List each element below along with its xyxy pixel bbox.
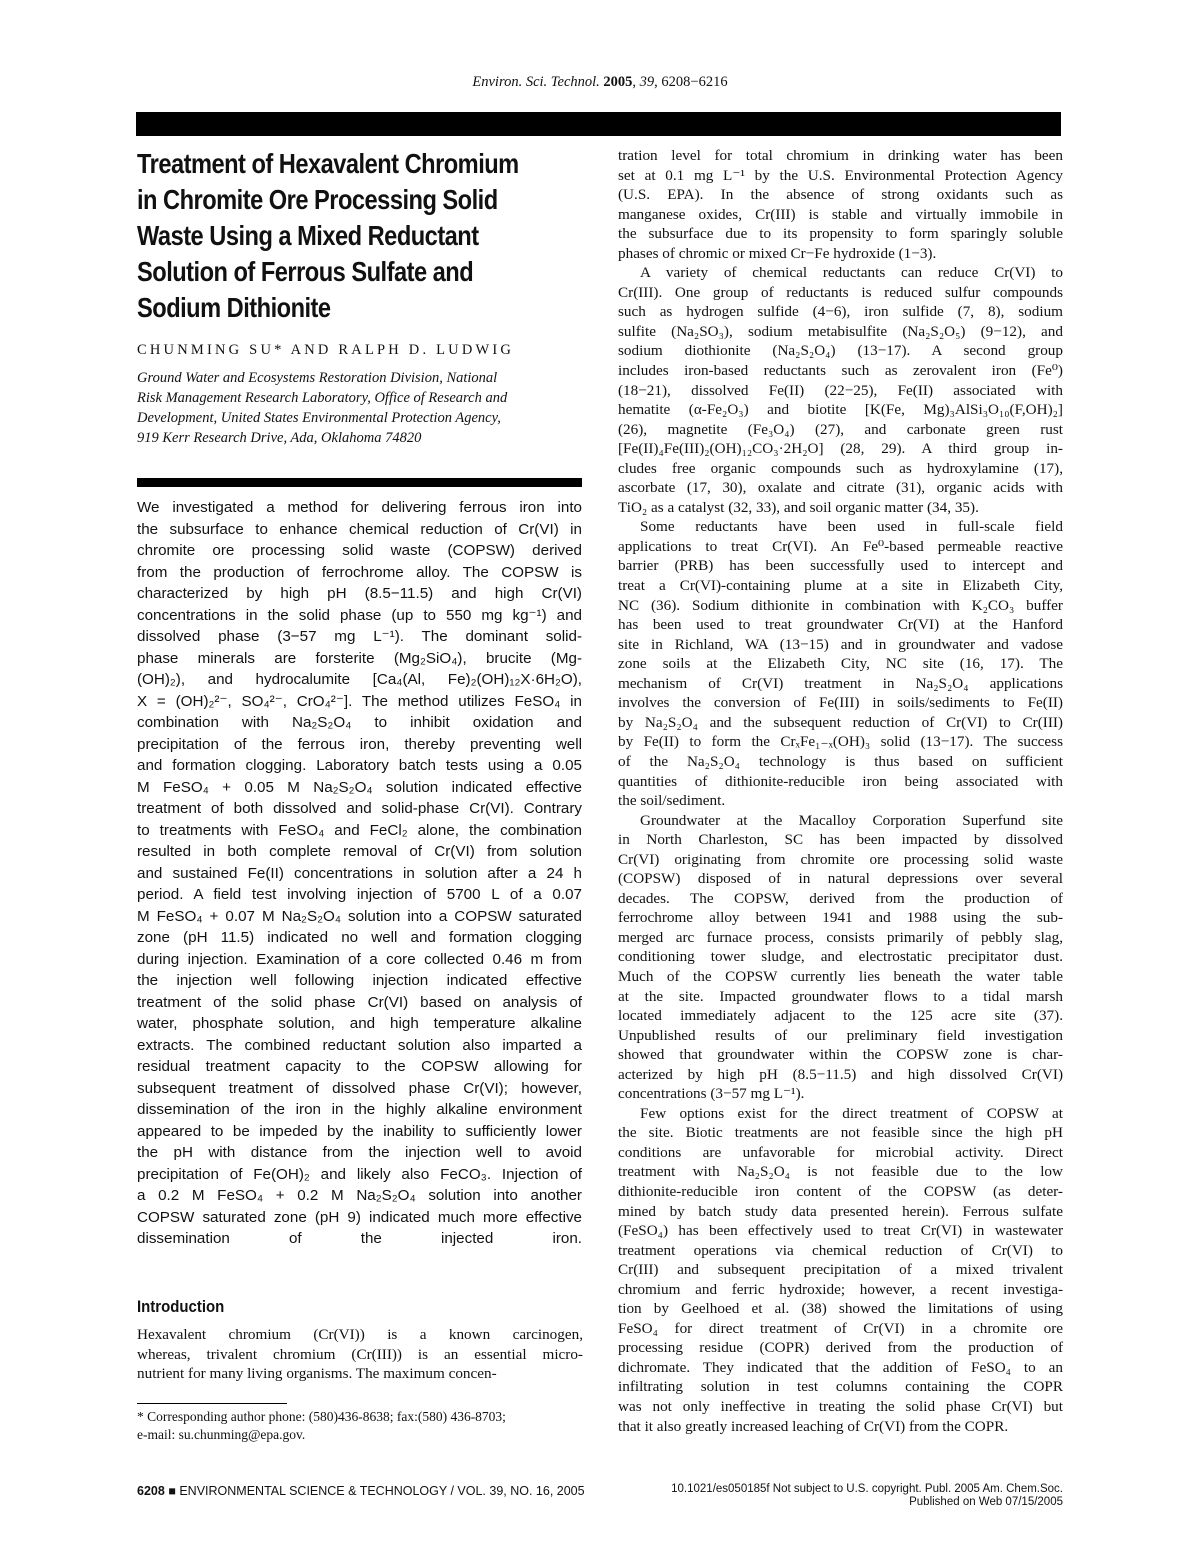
abstract-line: the subsurface to enhance chemical reduction of Cr(VI) in <box>137 520 582 538</box>
body-line: conditions are unfavorable for microbial activity. Direct <box>618 1143 1063 1161</box>
body-line: the soil/sediment. <box>618 792 726 810</box>
body-line: treatment operations via chemical reduction of Cr(VI) to <box>618 1241 1063 1259</box>
body-line: showed that groundwater within the COPSW zone is char- <box>618 1046 1063 1064</box>
abstract <box>137 497 582 1250</box>
title-line: Sodium Dithionite <box>137 292 331 323</box>
body-line: dichromate. They indicated that the addition of FeSO₄ to an <box>618 1358 1063 1376</box>
abstract-line: treatment of the solid phase Cr(VI) based on analysis of <box>137 993 582 1011</box>
body-line: zone soils at the Elizabeth City, NC site (16, 17). The <box>618 655 1063 673</box>
body-line: Cr(VI) originating from chromite ore processing solid waste <box>618 850 1063 868</box>
body-line: ferrochrome alloy between 1941 and 1988 using the sub- <box>618 909 1063 927</box>
page-footer-right <box>600 1483 1063 1509</box>
body-line: applications to treat Cr(VI). An Fe⁰-based permeable reactive <box>618 537 1063 555</box>
abstract-line: phase minerals are forsterite (Mg₂SiO₄), brucite (Mg- <box>137 649 582 667</box>
title-line: Waste Using a Mixed Reductant <box>137 220 479 251</box>
abstract-line: extracts. The combined reductant solution also imparted a <box>137 1036 582 1054</box>
body-line: (26), magnetite (Fe₃O₄) (27), and carbonate green rust <box>618 420 1063 438</box>
body-line: dithionite-reducible iron content of the COPSW (as deter- <box>618 1182 1063 1200</box>
footer-journal: ENVIRONMENTAL SCIENCE & TECHNOLOGY / VOL. 39, NO. 16, 2005 <box>179 1484 585 1498</box>
abstract-line: a 0.2 M FeSO₄ + 0.2 M Na₂S₂O₄ solution into another <box>137 1187 582 1204</box>
body-line: phases of chromic or mixed Cr−Fe hydroxide (1−3). <box>618 244 937 262</box>
abstract-line: M FeSO₄ + 0.07 M Na₂S₂O₄ solution into a COPSW saturated <box>137 907 582 925</box>
affiliation <box>137 368 583 448</box>
body-line: sulfite (Na₂SO₃), sodium metabisulfite (Na₂S₂O₅) (9−12), and <box>618 322 1063 340</box>
body-line: A variety of chemical reductants can reduce Cr(VI) to <box>640 264 1063 282</box>
body-line: Much of the COPSW currently lies beneath the water table <box>618 967 1063 985</box>
body-line: decades. The COPSW, derived from the production of <box>618 889 1063 907</box>
body-line: mined by batch study data presented herein). Ferrous sulfate <box>618 1202 1063 1220</box>
abstract-line: to treatments with FeSO₄ and FeCl₂ alone, the combination <box>137 821 582 839</box>
body-line: sodium diothionite (Na₂S₂O₄) (13−17). A second group <box>618 342 1063 360</box>
page-footer-left <box>137 1484 585 1498</box>
body-line: FeSO₄ for direct treatment of Cr(VI) in a chromite ore <box>618 1319 1063 1337</box>
body-line: ascorbate (17, 30), oxalate and citrate (31), organic acids with <box>618 479 1063 497</box>
footnote-line: * Corresponding author phone: (580)436-8638; fax:(580) 436-8703; <box>137 1409 506 1424</box>
abstract-line: precipitation of Fe(OH)₂ and likely also FeCO₃. Injection of <box>137 1165 582 1183</box>
page-number: 6208 <box>137 1484 165 1498</box>
body-line: in North Charleston, SC has been impacted by dissolved <box>618 831 1063 849</box>
body-line: of the Na₂S₂O₄ technology is thus based on sufficient <box>618 752 1063 770</box>
body-line: (18−21), dissolved Fe(II) (22−25), Fe(II) associated with <box>618 381 1063 399</box>
body-line: Groundwater at the Macalloy Corporation Superfund site <box>640 811 1063 829</box>
abstract-line: water, phosphate solution, and high temperature alkaline <box>137 1015 582 1032</box>
body-line: site in Richland, WA (13−15) and in groundwater and vadose <box>618 635 1063 653</box>
abstract-line: the pH with distance from the injection well to avoid <box>137 1144 582 1161</box>
body-line: includes iron-based reductants such as zerovalent iron (Fe⁰) <box>618 362 1063 380</box>
body-line: Cr(III) and subsequent precipitation of a mixed trivalent <box>618 1261 1063 1279</box>
journal-volume: 39 <box>639 74 655 90</box>
body-line: TiO₂ as a catalyst (32, 33), and soil organic matter (34, 35). <box>618 498 979 516</box>
introduction-text <box>137 1325 583 1384</box>
affiliation-line: Risk Management Research Laboratory, Office of Research and <box>137 390 508 406</box>
abstract-line: during injection. Examination of a core collected 0.46 m from <box>137 950 582 968</box>
title-block <box>137 146 582 326</box>
body-line: quantities of dithionite-reducible iron being associated with <box>618 772 1063 790</box>
abstract-line: treatment of both dissolved and solid-phase Cr(VI). Contrary <box>137 800 582 817</box>
abstract-line: appeared to be impeded by the inability to sufficiently lower <box>137 1122 582 1140</box>
body-line: barrier (PRB) has been successfully used to intercept and <box>618 557 1063 575</box>
body-line: has been used to treat groundwater Cr(VI) at the Hanford <box>618 616 1063 634</box>
body-line: that it also greatly increased leaching of Cr(VI) from the COPR. <box>618 1417 1009 1435</box>
section-heading-introduction: Introduction <box>137 1297 225 1316</box>
abstract-line: dissemination of the injected iron. <box>137 1230 582 1247</box>
affiliation-line: 919 Kerr Research Drive, Ada, Oklahoma 74820 <box>137 430 422 446</box>
body-line: by Fe(II) to form the CrₓFe₁₋ₓ(OH)₃ solid (13−17). The success <box>618 733 1063 751</box>
body-line: (COPSW) disposed of in natural depressions over several <box>618 870 1063 888</box>
body-line: involves the conversion of Fe(III) in soils/sediments to Fe(II) <box>618 694 1063 712</box>
body-line: the subsurface due to its propensity to form sparingly soluble <box>618 225 1063 243</box>
body-line: conditioning tower sludge, and electrostatic precipitator dust. <box>618 948 1063 966</box>
body-line: (FeSO₄) has been effectively used to treat Cr(VI) in wastewater <box>618 1222 1063 1240</box>
body-line: acterized by high pH (8.5−11.5) and high dissolved Cr(VI) <box>618 1065 1063 1083</box>
abstract-line: resulted in both complete removal of Cr(VI) from solution <box>137 843 582 860</box>
abstract-line: subsequent treatment of dissolved phase Cr(VI); however, <box>137 1079 582 1097</box>
abstract-line: combination with Na₂S₂O₄ to inhibit oxidation and <box>137 714 582 731</box>
footnote-rule <box>137 1403 287 1404</box>
body-line: Unpublished results of our preliminary field investigation <box>618 1026 1063 1044</box>
article-title <box>137 146 584 326</box>
body-line: tration level for total chromium in drinking water has been <box>618 147 1063 164</box>
abstract-line: zone (pH 11.5) indicated no well and formation clogging <box>137 929 582 946</box>
body-line: hematite (α-Fe₂O₃) and biotite [K(Fe, Mg)₃AlSi₃O₁₀(F,OH)₂] <box>618 401 1063 419</box>
abstract-line: (OH)₂), and hydrocalumite [Ca₄(Al, Fe)₂(OH)₁₂X·6H₂O), <box>137 671 582 688</box>
body-line: NC (36). Sodium dithionite in combination with K₂CO₃ buffer <box>618 596 1063 614</box>
body-line: manganese oxides, Cr(III) is stable and virtually immobile in <box>618 205 1063 223</box>
abstract-line: dissemination of the iron in the highly alkaline environment <box>137 1101 582 1118</box>
abstract-line: We investigated a method for delivering ferrous iron into <box>137 499 582 516</box>
abstract-line: chromite ore processing solid waste (COPSW) derived <box>137 542 582 559</box>
abstract-line: the injection well following injection indicated effective <box>137 972 582 989</box>
body-line: by Na₂S₂O₄ and the subsequent reduction of Cr(VI) to Cr(III) <box>618 713 1063 731</box>
body-line: (U.S. EPA). In the absence of strong oxidants such as <box>618 186 1063 204</box>
title-line: in Chromite Ore Processing Solid <box>137 184 498 215</box>
body-line: the site. Biotic treatments are not feasible since the high pH <box>618 1124 1063 1142</box>
journal-name: Environ. Sci. Technol. <box>472 74 600 90</box>
body-line: treat a Cr(VI)-containing plume at a site in Elizabeth City, <box>618 577 1063 595</box>
journal-year: 2005 <box>603 74 633 90</box>
affiliation-line: Ground Water and Ecosystems Restoration Division, National <box>137 370 498 386</box>
intro-line: nutrient for many living organisms. The maximum concen- <box>137 1365 497 1383</box>
abstract-line: period. A field test involving injection of 5700 L of a 0.07 <box>137 886 582 903</box>
body-line: such as hydrogen sulfide (4−6), iron sulfide (7, 8), sodium <box>618 303 1063 321</box>
abstract-line: from the production of ferrochrome alloy. The COPSW is <box>137 563 582 581</box>
abstract-line: characterized by high pH (8.5−11.5) and high Cr(VI) <box>137 585 582 602</box>
abstract-line: concentrations in the solid phase (up to 550 mg kg⁻¹) and <box>137 606 582 624</box>
body-line: infiltrating solution in test columns containing the COPR <box>618 1378 1063 1396</box>
abstract-line: precipitation of the ferrous iron, thereby preventing well <box>137 735 582 753</box>
footnote <box>137 1408 583 1444</box>
body-line: concentrations (3−57 mg L⁻¹). <box>618 1085 805 1103</box>
abstract-line: and formation clogging. Laboratory batch tests using a 0.05 <box>137 757 582 774</box>
body-line: was not only ineffective in treating the solid phase Cr(VI) but <box>618 1398 1063 1415</box>
footer-published: Published on Web 07/15/2005 <box>909 1496 1063 1508</box>
title-line: Solution of Ferrous Sulfate and <box>137 256 474 287</box>
abstract-line: and sustained Fe(II) concentrations in solution after a 24 h <box>137 864 582 882</box>
body-line: chromium and ferric hydroxide; however, a recent investiga- <box>618 1280 1063 1298</box>
title-rule-top <box>136 112 1061 136</box>
body-line: tion by Geelhoed et al. (38) showed the limitations of using <box>618 1300 1063 1318</box>
body-line: Cr(III). One group of reductants is reduced sulfur compounds <box>618 283 1063 301</box>
right-column-text <box>618 146 1063 1436</box>
body-line: [Fe(II)₄Fe(III)₂(OH)₁₂CO₃·2H₂O] (28, 29). A third group in- <box>618 440 1063 458</box>
journal-pages: 6208−6216 <box>661 74 728 90</box>
abstract-line: X = (OH)₂²⁻, SO₄²⁻, CrO₄²⁻]. The method utilizes FeSO₄ in <box>137 692 582 710</box>
abstract-rule <box>137 478 582 487</box>
body-line: Some reductants have been used in full-scale field <box>640 518 1063 536</box>
title-line: Treatment of Hexavalent Chromium <box>137 148 519 179</box>
body-line: at the site. Impacted groundwater flows to a tidal marsh <box>618 987 1063 1005</box>
body-line: set at 0.1 mg L⁻¹ by the U.S. Environmental Protection Agency <box>618 166 1063 184</box>
footnote-line: e-mail: su.chunming@epa.gov. <box>137 1427 306 1442</box>
intro-line: Hexavalent chromium (Cr(VI)) is a known carcinogen, <box>137 1326 583 1343</box>
body-line: Few options exist for the direct treatment of COPSW at <box>640 1104 1063 1122</box>
body-line: located immediately adjacent to the 125 acre site (37). <box>618 1007 1063 1025</box>
intro-line: whereas, trivalent chromium (Cr(III)) is an essential micro- <box>137 1345 583 1363</box>
running-header: Environ. Sci. Technol. 2005, 39, 6208−6216 <box>472 74 728 90</box>
abstract-line: dissolved phase (3−57 mg L⁻¹). The dominant solid- <box>137 628 582 645</box>
body-line: processing residue (COPR) derived from the production of <box>618 1339 1063 1357</box>
abstract-line: M FeSO₄ + 0.05 M Na₂S₂O₄ solution indicated effective <box>137 778 582 796</box>
footer-bullet: ■ <box>168 1484 176 1498</box>
body-line: merged arc furnace process, consists primarily of pebbly slag, <box>618 928 1063 946</box>
body-line: mechanism of Cr(VI) treatment in Na₂S₂O₄ applications <box>618 674 1063 692</box>
affiliation-line: Development, United States Environmental Protection Agency, <box>137 410 501 426</box>
body-line: treatment with Na₂S₂O₄ is not feasible due to the low <box>618 1163 1063 1181</box>
author-list: CHUNMING SU* AND RALPH D. LUDWIG <box>137 342 515 358</box>
abstract-line: COPSW saturated zone (pH 9) indicated much more effective <box>137 1208 582 1226</box>
body-line: cludes free organic compounds such as hydroxylamine (17), <box>618 459 1063 477</box>
footer-doi: 10.1021/es050185f Not subject to U.S. copyright. Publ. 2005 Am. Chem.Soc. <box>671 1483 1063 1495</box>
abstract-line: residual treatment capacity to the COPSW allowing for <box>137 1058 582 1075</box>
